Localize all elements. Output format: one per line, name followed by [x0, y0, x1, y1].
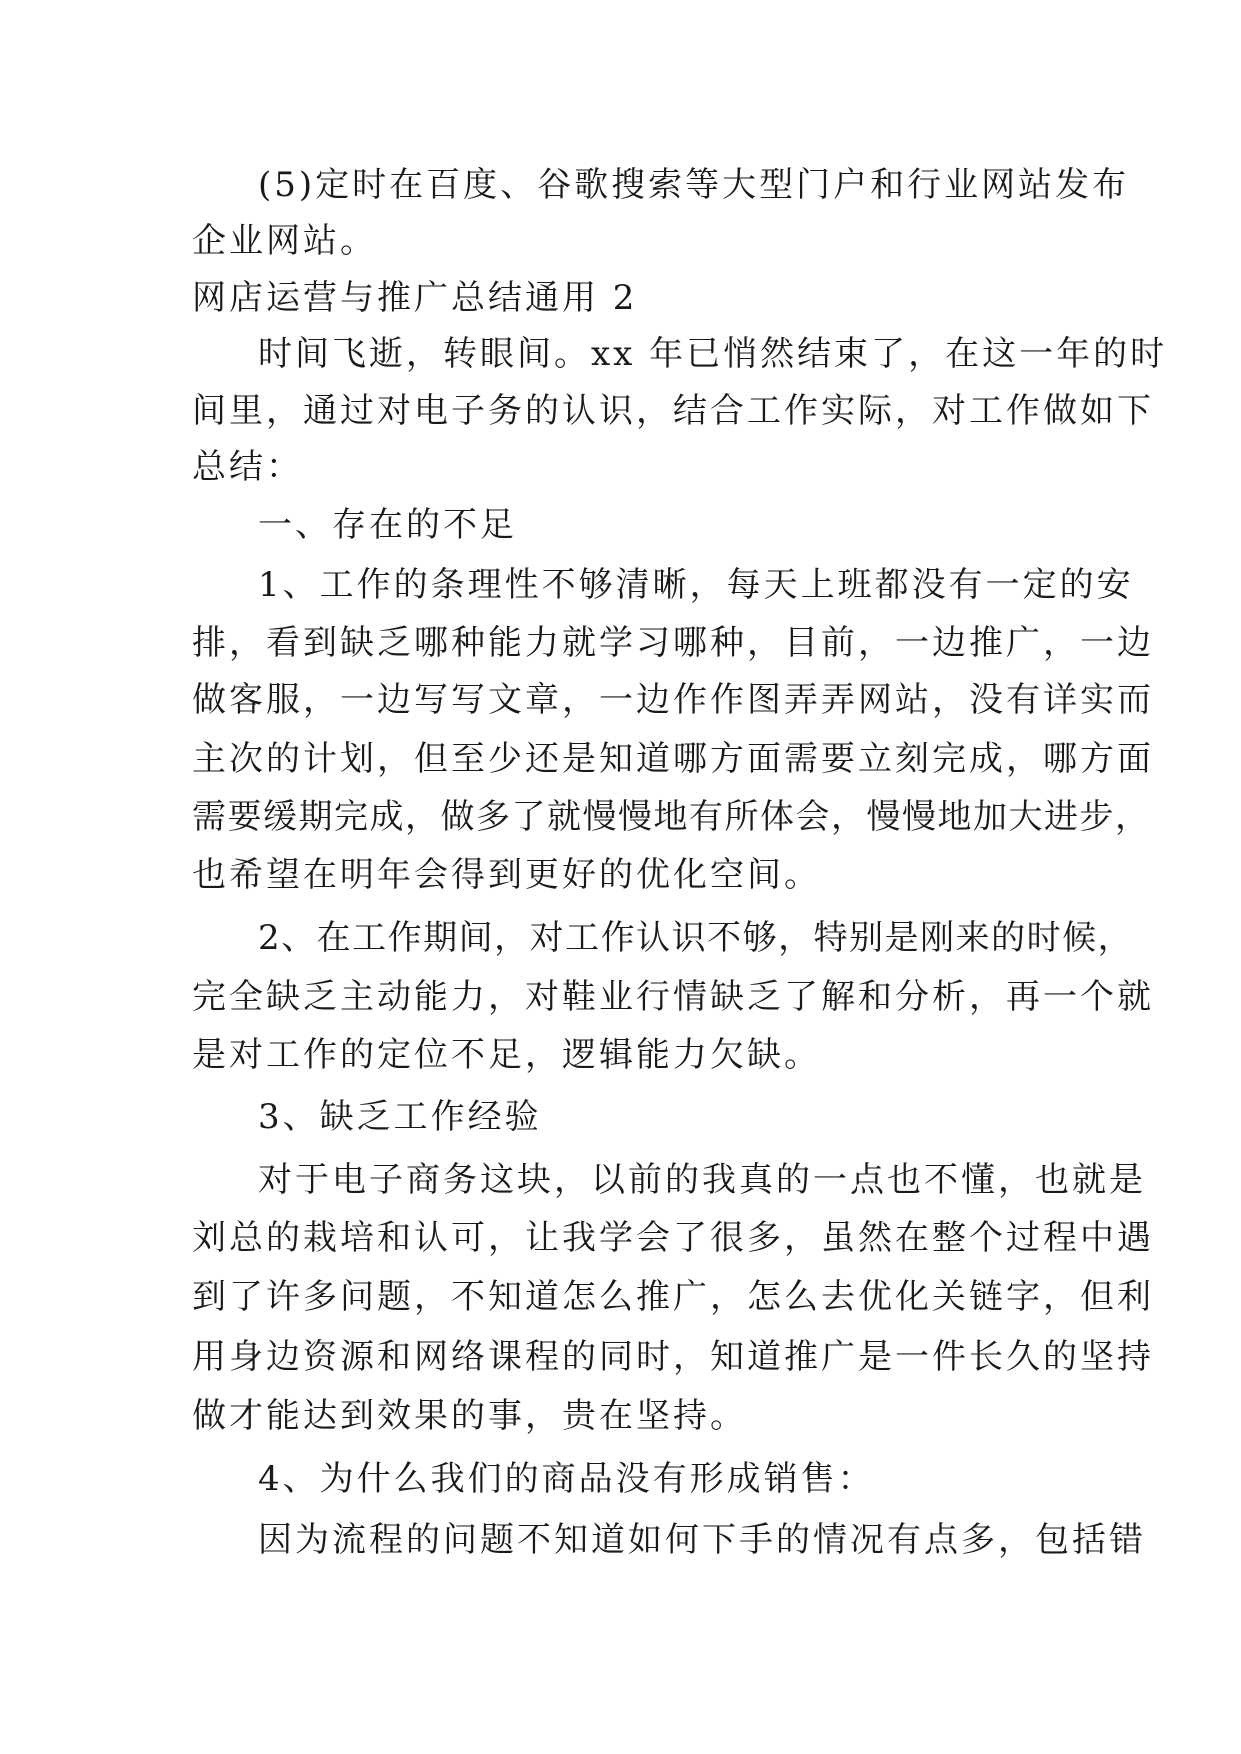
paragraph-line: 做客服，一边写写文章，一边作作图弄弄网站，没有详实而 [192, 680, 1154, 720]
paragraph-line: 1、工作的条理性不够清晰，每天上班都没有一定的安 [258, 565, 1134, 605]
subheading: 3、缺乏工作经验 [258, 1097, 542, 1137]
paragraph-line: 做才能达到效果的事，贵在坚持。 [192, 1396, 747, 1436]
subheading: 4、为什么我们的商品没有形成销售： [258, 1459, 875, 1499]
paragraph-line: 对于电子商务这块，以前的我真的一点也不懂，也就是 [258, 1160, 1146, 1200]
paragraph-line: 总结： [192, 447, 303, 487]
paragraph-line: 主次的计划，但至少还是知道哪方面需要立刻完成，哪方面 [192, 739, 1154, 779]
paragraph-line: 用身边资源和网络课程的同时，知道推广是一件长久的坚持 [192, 1337, 1154, 1377]
paragraph-line: 时间飞逝，转眼间。xx 年已悄然结束了，在这一年的时 [258, 334, 1168, 374]
paragraph-line: 也希望在明年会得到更好的优化空间。 [192, 855, 821, 895]
subheading: 一、存在的不足 [258, 505, 517, 545]
paragraph-line: (5)定时在百度、谷歌搜索等大型门户和行业网站发布 [258, 165, 1130, 205]
paragraph-line: 是对工作的定位不足，逻辑能力欠缺。 [192, 1035, 821, 1075]
paragraph-line: 刘总的栽培和认可，让我学会了很多，虽然在整个过程中遇 [192, 1218, 1154, 1258]
paragraph-line: 到了许多问题，不知道怎么推广，怎么去优化关链字，但利 [192, 1277, 1154, 1317]
paragraph-line: 需要缓期完成，做多了就慢慢地有所体会，慢慢地加大进步， [192, 797, 1151, 837]
paragraph-line: 2、在工作期间，对工作认识不够，特别是刚来的时候， [258, 918, 1134, 958]
paragraph-line: 完全缺乏主动能力，对鞋业行情缺乏了解和分析，再一个就 [192, 977, 1154, 1017]
paragraph-line: 企业网站。 [192, 221, 377, 261]
paragraph-line: 因为流程的问题不知道如何下手的情况有点多，包括错 [258, 1520, 1146, 1560]
paragraph-line: 间里，通过对电子务的认识，结合工作实际，对工作做如下 [192, 391, 1154, 431]
section-heading: 网店运营与推广总结通用 2 [192, 278, 638, 318]
paragraph-line: 排，看到缺乏哪种能力就学习哪种，目前，一边推广，一边 [192, 623, 1154, 663]
